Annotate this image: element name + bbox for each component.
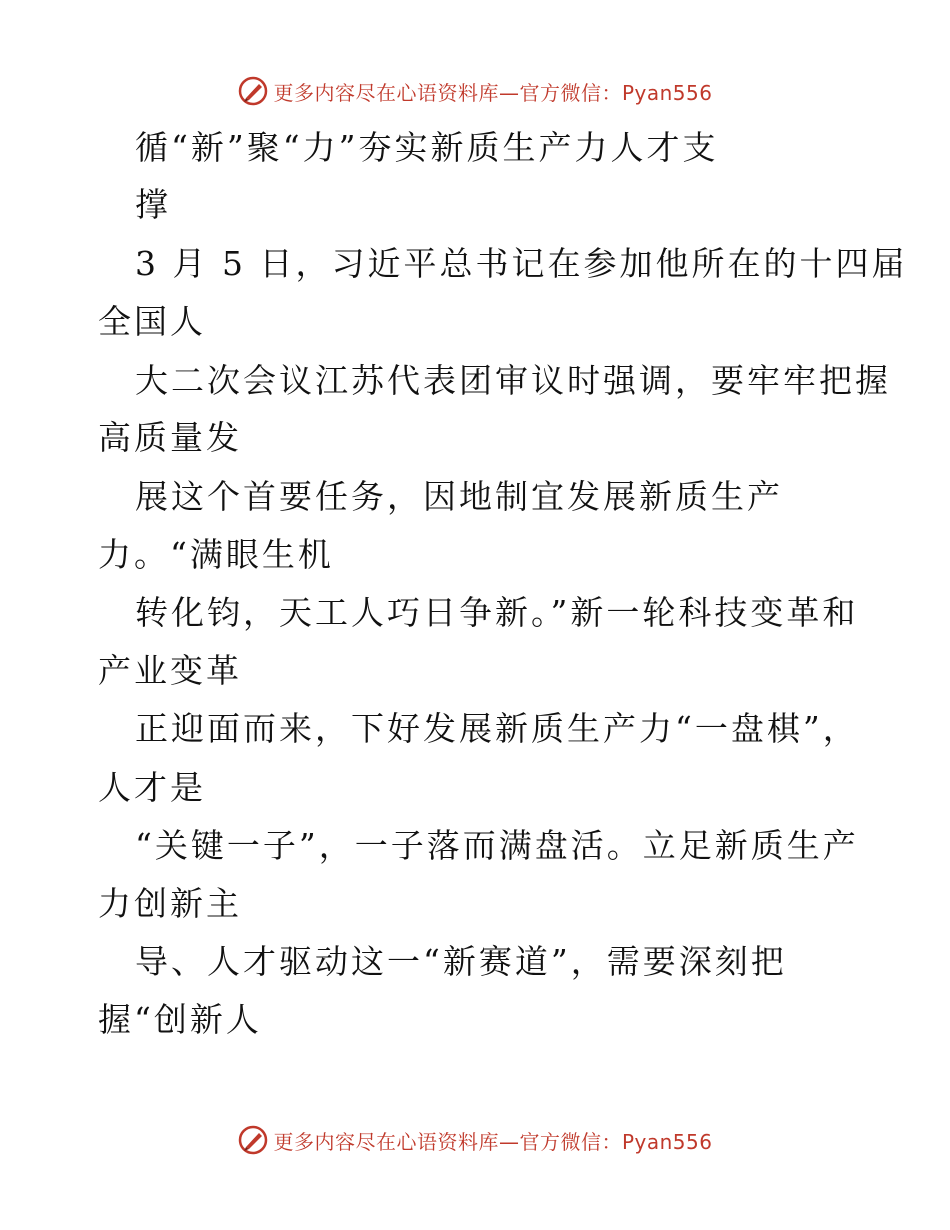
title-line-1: 循“新”聚“力”夯实新质生产力人才支 — [135, 128, 719, 167]
body-line: 展这个首要任务，因地制宜发展新质生产 — [135, 477, 783, 516]
header-banner-text: 更多内容尽在心语资料库—官方微信：Pyan556 — [273, 80, 713, 105]
title-line-2: 撑 — [135, 185, 171, 224]
body-line: 正迎面而来，下好发展新质生产力“一盘棋”， — [135, 709, 859, 748]
body-line: 3 月 5 日，习近平总书记在参加他所在的十四届 — [135, 244, 908, 283]
body-line: 人才是 — [98, 768, 206, 807]
body-line: 全国人 — [98, 302, 206, 341]
body-line: 大二次会议江苏代表团审议时强调，要牢牢把握 — [135, 361, 891, 400]
footer-banner — [0, 1120, 950, 1160]
pen-logo-icon — [237, 1124, 269, 1156]
body-line: 转化钧，天工人巧日争新。”新一轮科技变革和 — [135, 593, 859, 632]
body-line: 导、人才驱动这一“新赛道”，需要深刻把 — [135, 942, 787, 981]
footer-banner-text: 更多内容尽在心语资料库—官方微信：Pyan556 — [273, 1129, 713, 1154]
body-line: 高质量发 — [98, 418, 242, 457]
body-line: 握“创新人 — [98, 1000, 262, 1039]
body-line: 产业变革 — [98, 651, 242, 690]
body-line: “关键一子”，一子落而满盘活。立足新质生产 — [135, 826, 859, 865]
body-line: 力。“满眼生机 — [98, 535, 334, 574]
body-line: 力创新主 — [98, 884, 242, 923]
